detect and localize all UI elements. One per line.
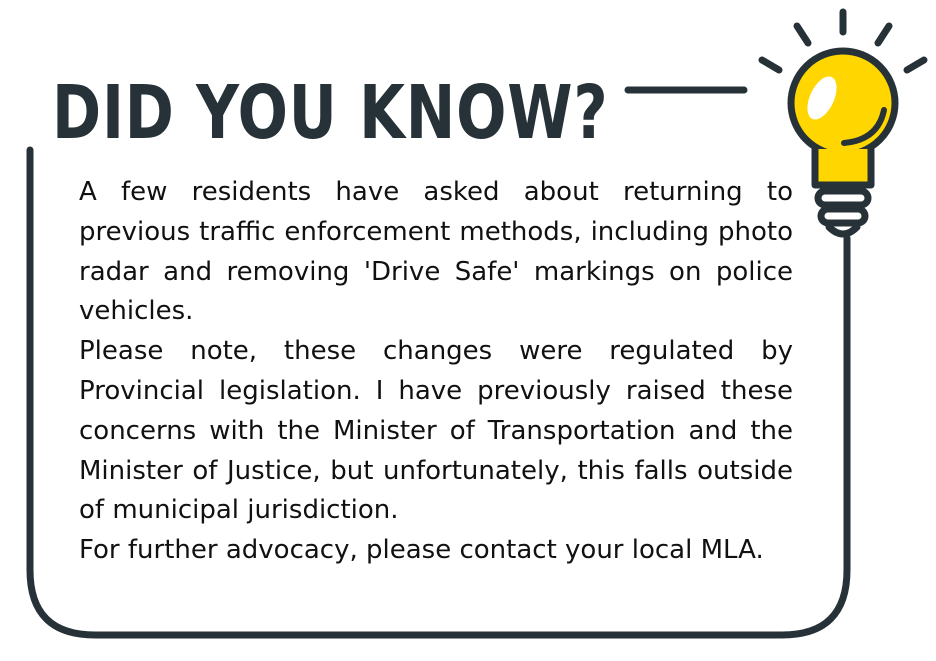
paragraph-legislation: Please note, these changes were regulated by Provincial legislation. I have previously raised these concerns with the Minister of Transportation and the Minister of Justice, but unfortunately, this falls outside of municipal jurisdiction.: [79, 336, 793, 526]
paragraph-advocacy: For further advocacy, please contact your local MLA.: [79, 535, 764, 566]
body-text: [79, 173, 793, 571]
paragraph-residents: A few residents have asked about returning to previous traffic enforcement methods, including photo radar and removing 'Drive Safe' markings on police vehicles.: [79, 177, 793, 327]
headline: DID YOU KNOW?: [52, 70, 609, 156]
